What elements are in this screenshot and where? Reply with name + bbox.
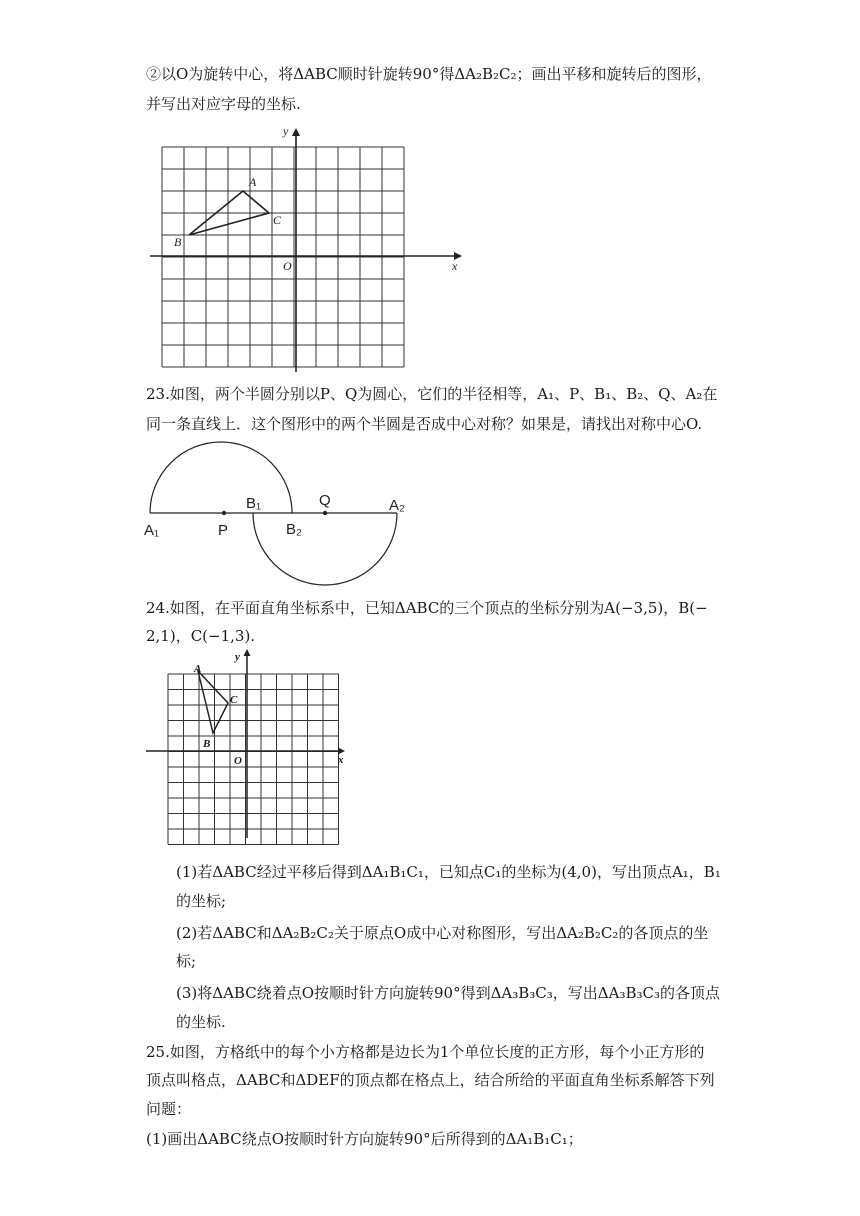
q22-text-line1: ②以O为旋转中心，将ΔABC顺时针旋转90°得ΔA₂B₂C₂；画出平移和旋转后的图形， [146,65,712,83]
fig3-label-o: O [234,755,242,767]
fig2-label-b1: B₁ [246,495,262,512]
q24-part2-line1: (2)若ΔABC和ΔA₂B₂C₂关于原点O成中心对称图形，写出ΔA₂B₂C₂的各顶点的坐 [176,924,709,942]
fig2-label-a2: A₂ [389,497,405,514]
q24-part1-line1: (1)若ΔABC经过平移后得到ΔA₁B₁C₁，已知点C₁的坐标为(4,0)，写出顶点A₁，B₁ [176,863,721,881]
fig3-label-a: A [194,663,202,675]
q25-text-line3: 问题： [146,1100,192,1118]
q24-part3-line1: (3)将ΔABC绕着点O按顺时针方向旋转90°得到ΔA₃B₃C₃，写出ΔA₃B₃C₃的各顶点 [176,984,720,1002]
fig2-point-p [222,511,226,515]
fig3-label-x: x [338,754,344,766]
q24-text-line1: 24.如图，在平面直角坐标系中，已知ΔABC的三个顶点的坐标分别为A(−3,5)，B(− [146,599,708,617]
figure1-grid [140,120,480,380]
fig2-upper-semicircle [150,442,292,513]
fig3-label-c: C [230,694,238,706]
fig1-label-b: B [174,235,182,249]
q25-part1: (1)画出ΔABC绕点O按顺时针方向旋转90°后所得到的ΔA₁B₁C₁； [146,1130,583,1148]
fig3-label-y: y [235,651,240,663]
fig1-label-x: x [452,259,458,273]
fig2-label-q: Q [319,492,331,509]
fig1-label-c: C [273,213,282,227]
q24-part2-line2: 标; [176,952,197,970]
fig2-label-p: P [218,522,229,539]
fig3-triangle-abc [198,671,228,733]
figure2-semicircles [140,440,430,590]
q25-text-line2: 顶点叫格点，ΔABC和ΔDEF的顶点都在格点上，结合所给的平面直角坐标系解答下列 [146,1071,715,1089]
figure3-grid [140,648,360,840]
q24-part1-line2: 的坐标; [176,892,227,910]
q22-text-line2: 并写出对应字母的坐标. [146,95,301,113]
fig3-label-b: B [203,738,211,750]
q24-part3-line2: 的坐标. [176,1013,226,1031]
fig1-label-y: y [283,124,289,138]
q24-text-line2: 2,1)，C(−1,3). [146,627,256,645]
fig1-y-arrow [292,128,300,136]
q23-text-line1: 23.如图，两个半圆分别以P、Q为圆心，它们的半径相等，A₁、P、B₁、B₂、Q、A₂在 [146,385,718,403]
fig2-lower-semicircle [253,513,397,585]
fig2-point-q [323,511,327,515]
fig2-label-a1: A₁ [144,522,160,539]
fig1-label-o: O [283,259,292,273]
q25-text-line1: 25.如图，方格纸中的每个小方格都是边长为1个单位长度的正方形，每个小正方形的 [146,1043,705,1061]
q23-text-line2: 同一条直线上．这个图形中的两个半圆是否成中心对称？如果是，请找出对称中心O. [146,415,703,433]
fig3-y-arrow [244,649,251,656]
fig1-label-a: A [249,175,257,189]
fig2-label-b2: B₂ [286,521,302,538]
